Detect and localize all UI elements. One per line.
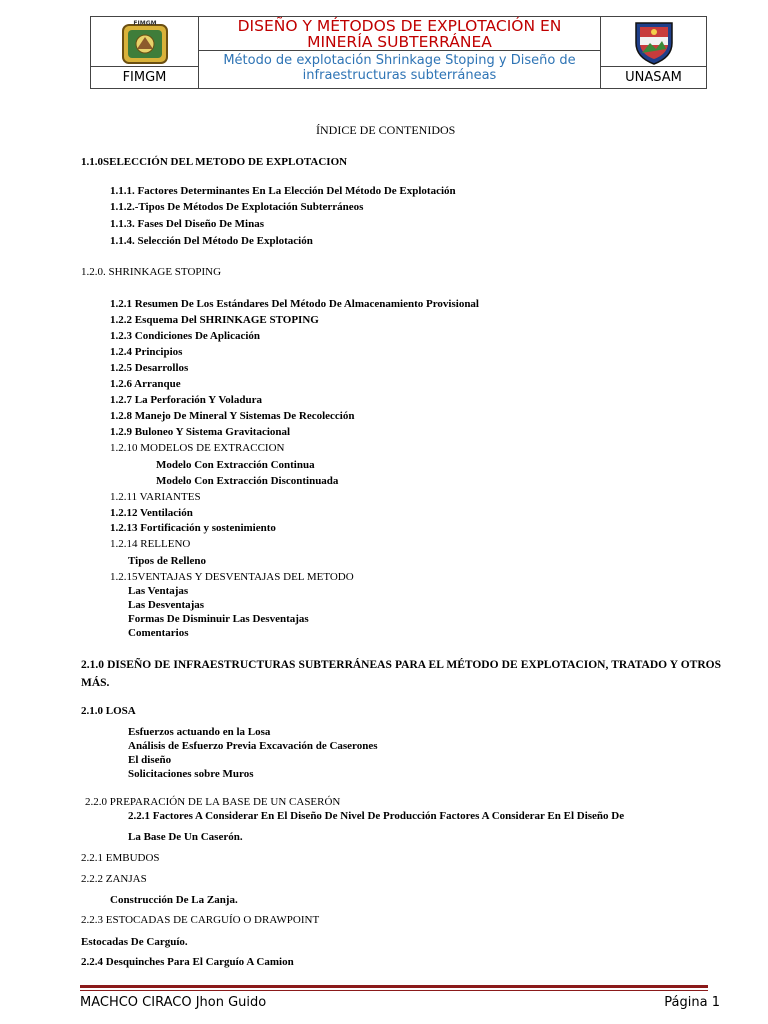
toc-entry-2-2-4: 2.2.4 Desquinches Para El Carguío A Camion [81, 956, 294, 968]
toc-entry-1-2-14: 1.2.14 RELLENO [110, 538, 191, 550]
document-header [90, 16, 707, 89]
toc-entry-2-1-0-d: Solicitaciones sobre Muros [128, 768, 254, 780]
toc-entry-2-1-0-b: Análisis de Esfuerzo Previa Excavación de Caserones [128, 740, 378, 752]
toc-entry-2-1-0-main: 2.1.0 DISEÑO DE INFRAESTRUCTURAS SUBTERRÁNEAS PARA EL MÉTODO DE EXPLOTACION, TRATADO Y OTROS MÁS. [81, 659, 721, 689]
toc-entry-1-2-12: 1.2.12 Ventilación [110, 507, 193, 519]
toc-entry-1-2-7: 1.2.7 La Perforación Y Voladura [110, 394, 262, 406]
toc-entry-1-2-0: 1.2.0. SHRINKAGE STOPING [81, 266, 222, 278]
toc-entry-1-2-15: 1.2.15VENTAJAS Y DESVENTAJAS DEL METODO [110, 571, 354, 583]
toc-entry-1-2-11: 1.2.11 VARIANTES [110, 491, 201, 503]
toc-entry-2-2-0: 2.2.0 PREPARACIÓN DE LA BASE DE UN CASERÓN [85, 796, 341, 808]
toc-entry-1-2-8: 1.2.8 Manejo De Mineral Y Sistemas De Recolección [110, 410, 355, 422]
title-line-2: MINERÍA SUBTERRÁNEA [307, 33, 492, 51]
toc-entry-1-1-4: 1.1.4. Selección Del Método De Explotación [110, 235, 313, 247]
toc-entry-2-2-3-a: Estocadas De Carguío. [81, 936, 188, 948]
toc-entry-2-2-0-1-line2: La Base De Un Caserón. [128, 831, 243, 843]
left-label: FIMGM [91, 67, 199, 88]
fimgm-logo-icon [120, 19, 170, 65]
toc-entry-2-1-0-losa: 2.1.0 LOSA [81, 705, 136, 717]
toc-entry-1-2-10-b: Modelo Con Extracción Discontinuada [156, 475, 339, 487]
footer-divider-thick [80, 985, 708, 988]
toc-entry-1-2-10: 1.2.10 MODELOS DE EXTRACCION [110, 442, 285, 454]
toc-entry-1-2-14-a: Tipos de Relleno [128, 555, 207, 567]
toc-entry-2-2-1: 2.2.1 EMBUDOS [81, 852, 160, 864]
toc-entry-1-2-3: 1.2.3 Condiciones De Aplicación [110, 330, 261, 342]
document-subtitle [199, 51, 601, 88]
subtitle-line-1: Método de explotación Shrinkage Stoping y Diseño de [223, 53, 576, 68]
footer-divider-thin [80, 990, 708, 991]
subtitle-line-2: infraestructuras subterráneas [302, 68, 497, 83]
toc-entry-1-2-2: 1.2.2 Esquema Del SHRINKAGE STOPING [110, 314, 319, 326]
toc-title: ÍNDICE DE CONTENIDOS [316, 123, 456, 137]
title-line-1: DISEÑO Y MÉTODOS DE EXPLOTACIÓN EN [237, 17, 562, 35]
toc-entry-1-1-1: 1.1.1. Factores Determinantes En La Elección Del Método De Explotación [110, 185, 456, 197]
toc-entry-1-2-15-a: Las Ventajas [128, 585, 189, 597]
right-label: UNASAM [625, 70, 682, 85]
toc-entry-1-2-1: 1.2.1 Resumen De Los Estándares Del Método De Almacenamiento Provisional [110, 298, 479, 310]
toc-entry-2-2-3: 2.2.3 ESTOCADAS DE CARGUÍO O DRAWPOINT [81, 914, 320, 926]
toc-entry-2-1-0-a: Esfuerzos actuando en la Losa [128, 726, 271, 738]
toc-entry-1-2-15-c: Formas De Disminuir Las Desventajas [128, 613, 309, 625]
toc-entry-1-2-15-b: Las Desventajas [128, 599, 205, 611]
footer-author: MACHCO CIRACO Jhon Guido [80, 995, 267, 1010]
right-logo-cell [601, 17, 706, 67]
toc-entry-2-2-2: 2.2.2 ZANJAS [81, 873, 147, 885]
toc-entry-1-1-2: 1.1.2.-Tipos De Métodos De Explotación Subterráneos [110, 201, 364, 213]
toc-entry-2-1-0-c: El diseño [128, 754, 172, 766]
toc-entry-1-2-6: 1.2.6 Arranque [110, 378, 181, 390]
toc-entry-2-2-0-1-line1: 2.2.1 Factores A Considerar En El Diseño De Nivel De Producción Factores A Considerar En El Diseño De [128, 810, 625, 822]
toc-entry-1-2-4: 1.2.4 Principios [110, 346, 183, 358]
toc-entry-1-2-15-d: Comentarios [128, 627, 189, 639]
toc-entry-1-1-0: 1.1.0SELECCIÓN DEL METODO DE EXPLOTACION [81, 156, 348, 168]
toc-entry-1-2-9: 1.2.9 Buloneo Y Sistema Gravitacional [110, 426, 291, 438]
document-title [199, 17, 601, 51]
toc-entry-1-2-10-a: Modelo Con Extracción Continua [156, 459, 315, 471]
toc-entry-2-2-2-a: Construcción De La Zanja. [110, 894, 238, 906]
unasam-shield-icon [632, 19, 676, 65]
toc-entry-1-1-3: 1.1.3. Fases Del Diseño De Minas [110, 218, 264, 230]
footer-page-number: Página 1 [664, 995, 720, 1010]
toc-entry-1-2-13: 1.2.13 Fortificación y sostenimiento [110, 522, 276, 534]
fimgm-logo-text: FIMGM [132, 20, 157, 27]
toc-entry-1-2-5: 1.2.5 Desarrollos [110, 362, 189, 374]
left-logo-cell [91, 17, 199, 67]
